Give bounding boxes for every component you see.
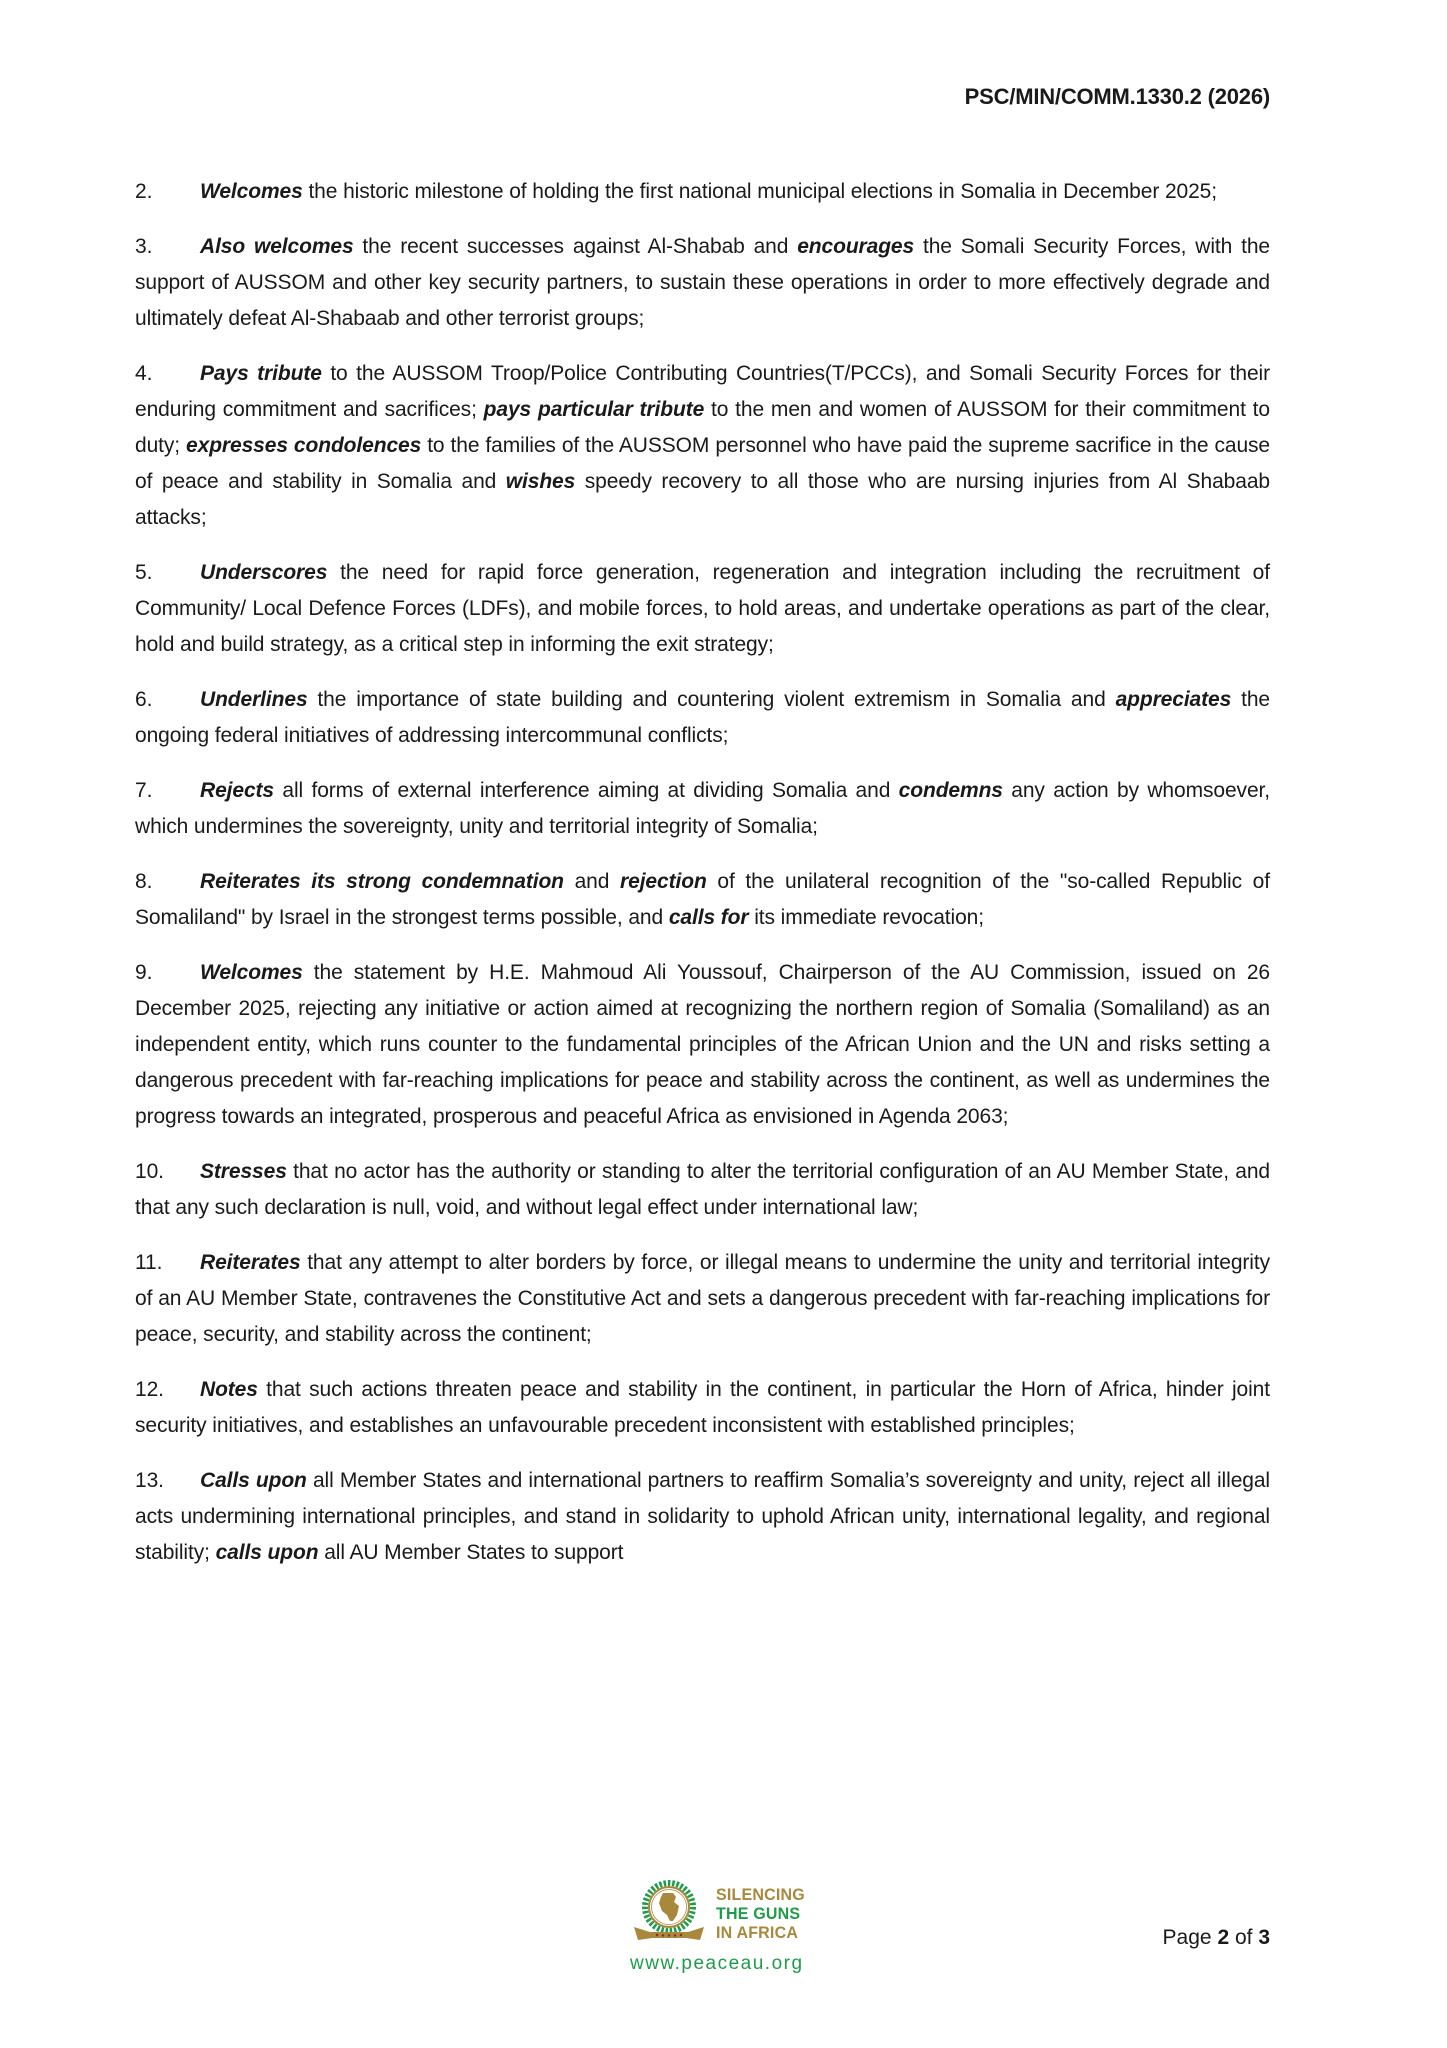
- paragraph-number: 13.: [135, 1469, 164, 1492]
- paragraph-number: 6.: [135, 688, 153, 711]
- text-run: all forms of external interference aiming at dividing Somalia and: [274, 779, 899, 802]
- document-reference: PSC/MIN/COMM.1330.2 (2026): [964, 84, 1270, 109]
- emphasized-run: pays particular tribute: [483, 398, 705, 421]
- emphasized-run: Reiterates: [200, 1251, 301, 1274]
- paragraph-9: [135, 955, 1270, 1135]
- paragraph-number: 11.: [135, 1251, 163, 1274]
- emphasized-run: rejection: [620, 870, 707, 893]
- text-run: the need for rapid force generation, regeneration and integration including the recruitment of Community/ Local Defence Forces (LDFs), and mobile forces, to hold areas, and undertake operations as part of the clear, hold and build strategy, as a critical step in informing the exit strategy;: [135, 561, 1270, 656]
- paragraph-2: [135, 174, 1270, 210]
- text-run: that no actor has the authority or standing to alter the territorial configuration of an AU Member State, and that any such declaration is null, void, and without legal effect under international law;: [135, 1160, 1270, 1219]
- text-run: the Somali Security Forces, with the support of AUSSOM and other key security partners, to sustain these operations in order to more effectively degrade and ultimately defeat Al-Shabaab and other terrorist groups;: [135, 235, 1270, 330]
- paragraph-4: [135, 356, 1270, 536]
- emphasized-run: Reiterates its strong condemnation: [200, 870, 564, 893]
- paragraph-number: 4.: [135, 362, 153, 385]
- emphasized-run: calls upon: [215, 1541, 319, 1564]
- page-number-prefix: Page: [1162, 1926, 1218, 1949]
- paragraph-7: [135, 773, 1270, 845]
- text-run: that such actions threaten peace and stability in the continent, in particular the Horn of Africa, hinder joint security initiatives, and establishes an unfavourable precedent inconsistent with established principles;: [135, 1378, 1270, 1437]
- text-run: speedy recovery to all those who are nursing injuries from Al Shabaab attacks;: [135, 470, 1270, 529]
- text-run: the importance of state building and countering violent extremism in Somalia and: [307, 688, 1116, 711]
- emphasized-run: encourages: [797, 235, 915, 258]
- logo-line-the-guns: THE GUNS: [716, 1905, 801, 1924]
- logo-line-in-africa: IN AFRICA: [716, 1924, 799, 1943]
- paragraph-number: 12.: [135, 1378, 164, 1401]
- paragraph-10: [135, 1154, 1270, 1226]
- emphasized-run: condemns: [898, 779, 1003, 802]
- text-run: to the men and women of AUSSOM for their commitment to duty;: [135, 398, 1270, 457]
- text-run: the statement by H.E. Mahmoud Ali Youssouf, Chairperson of the AU Commission, issued on 26 December 2025, rejecting any initiative or action aimed at recognizing the northern region of Somalia (Somaliland) as an independent entity, which runs counter to the fundamental principles of the African Union and the UN and risks setting a dangerous precedent with far-reaching implications for peace and stability across the continent, as well as undermines the progress towards an integrated, prosperous and peaceful Africa as envisioned in Agenda 2063;: [135, 961, 1270, 1128]
- text-run: its immediate revocation;: [748, 906, 984, 929]
- page-number-current: 2: [1217, 1926, 1230, 1949]
- text-run: the ongoing federal initiatives of addressing intercommunal conflicts;: [135, 688, 1270, 747]
- emphasized-run: expresses condolences: [186, 434, 422, 457]
- paragraph-number: 5.: [135, 561, 153, 584]
- text-run: that any attempt to alter borders by force, or illegal means to undermine the unity and territorial integrity of an AU Member State, contravenes the Constitutive Act and sets a dangerous precedent with far-reaching implications for peace, security, and stability across the continent;: [135, 1251, 1270, 1346]
- logo-line-silencing: SILENCING: [716, 1886, 805, 1905]
- emphasized-run: Welcomes: [200, 180, 303, 203]
- paragraph-11: [135, 1245, 1270, 1353]
- emphasized-run: Notes: [200, 1378, 258, 1401]
- paragraph-13: [135, 1463, 1270, 1571]
- emphasized-run: appreciates: [1115, 688, 1232, 711]
- text-run: all AU Member States to support: [318, 1541, 624, 1564]
- au-silencing-the-guns-logo: [630, 1880, 830, 1975]
- logo-url: www.peaceau.org: [630, 1953, 804, 1974]
- text-run: the recent successes against Al-Shabab and: [353, 235, 798, 258]
- paragraph-5: [135, 555, 1270, 663]
- paragraph-6: [135, 682, 1270, 754]
- au-emblem-icon: [630, 1880, 708, 1949]
- page-number-total: 3: [1258, 1926, 1270, 1949]
- page-number-of: of: [1229, 1926, 1259, 1949]
- paragraph-12: [135, 1372, 1270, 1444]
- paragraph-3: [135, 229, 1270, 337]
- emphasized-run: wishes: [505, 470, 576, 493]
- paragraph-number: 8.: [135, 870, 153, 893]
- emphasized-run: Also welcomes: [200, 235, 354, 258]
- emphasized-run: Stresses: [200, 1160, 287, 1183]
- paragraph-number: 9.: [135, 961, 153, 984]
- text-run: the historic milestone of holding the first national municipal elections in Somalia in December 2025;: [302, 180, 1217, 203]
- paragraph-list: [135, 174, 1270, 1571]
- emphasized-run: Welcomes: [200, 961, 303, 984]
- paragraph-8: [135, 864, 1270, 936]
- emphasized-run: calls for: [668, 906, 749, 929]
- emphasized-run: Underlines: [200, 688, 308, 711]
- emphasized-run: Rejects: [200, 779, 275, 802]
- paragraph-number: 3.: [135, 235, 153, 258]
- text-run: and: [563, 870, 621, 893]
- emphasized-run: Calls upon: [200, 1469, 307, 1492]
- page-number: [1163, 1926, 1270, 1950]
- text-run: to the families of the AUSSOM personnel who have paid the supreme sacrifice in the cause of peace and stability in Somalia and: [135, 434, 1271, 493]
- text-run: any action by whomsoever, which undermines the sovereignty, unity and territorial integrity of Somalia;: [135, 779, 1270, 838]
- paragraph-number: 10.: [135, 1160, 164, 1183]
- text-run: all Member States and international partners to reaffirm Somalia’s sovereignty and unity, reject all illegal acts undermining international principles, and stand in solidarity to uphold African unity, international legality, and regional stability;: [135, 1469, 1270, 1564]
- text-run: of the unilateral recognition of the "so-called Republic of Somaliland" by Israel in the strongest terms possible, and: [135, 870, 1270, 929]
- emphasized-run: Underscores: [200, 561, 328, 584]
- text-run: to the AUSSOM Troop/Police Contributing Countries(T/PCCs), and Somali Security Forces for their enduring commitment and sacrifices;: [135, 362, 1270, 421]
- paragraph-number: 2.: [135, 180, 153, 203]
- emphasized-run: Pays tribute: [200, 362, 322, 385]
- paragraph-number: 7.: [135, 779, 153, 802]
